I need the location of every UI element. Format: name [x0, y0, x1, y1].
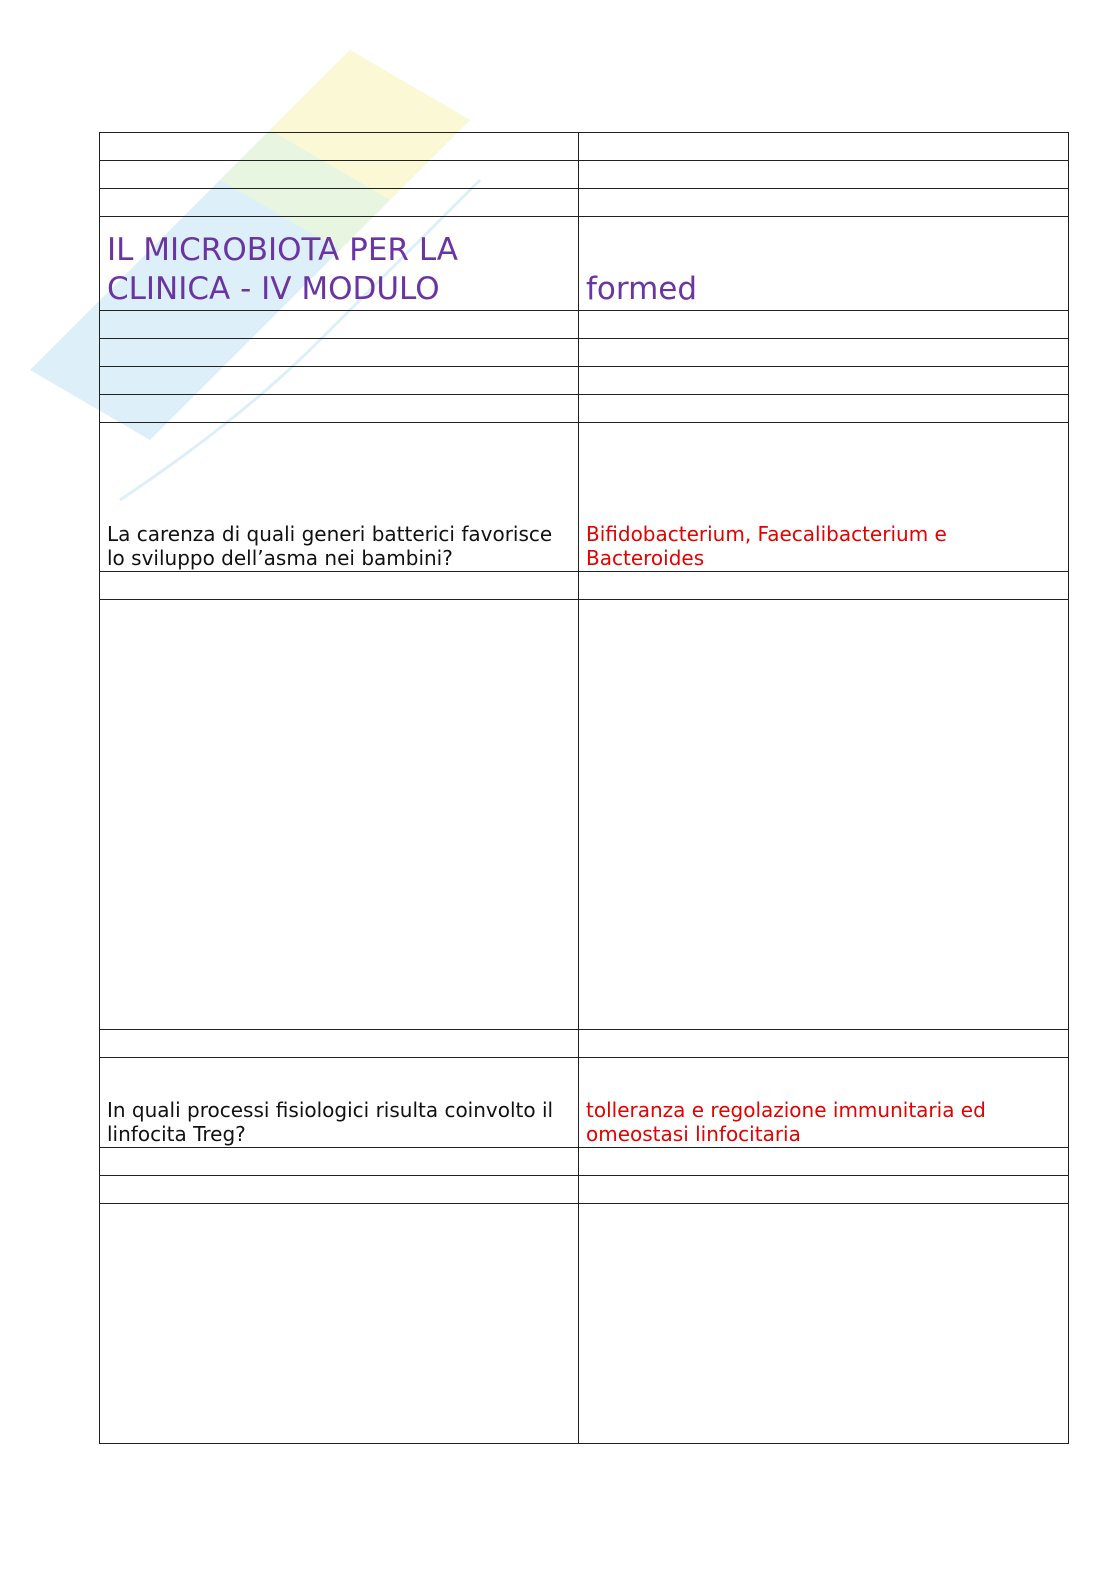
empty-row: [100, 1030, 1069, 1058]
answer-text: tolleranza e regolazione immunitaria ed omeostasi linfocitaria: [586, 1098, 986, 1146]
qa-row: [100, 1058, 1069, 1148]
empty-row: [100, 189, 1069, 217]
empty-row: [100, 161, 1069, 189]
empty-row: [100, 339, 1069, 367]
answer-cell: [579, 1058, 1069, 1148]
answer-text: Bifidobacterium, Faecalibacterium e Bacteroides: [586, 522, 947, 570]
title-row: [100, 217, 1069, 311]
empty-row: [100, 133, 1069, 161]
empty-row: [100, 572, 1069, 600]
qa-table: [99, 132, 1069, 1444]
document-title: IL MICROBIOTA PER LA CLINICA - IV MODULO: [107, 232, 459, 307]
empty-row: [100, 1148, 1069, 1176]
empty-row: [100, 367, 1069, 395]
question-text: In quali processi fisiologici risulta coinvolto il linfocita Treg?: [107, 1098, 554, 1146]
header-right-cell: [579, 217, 1069, 311]
answer-cell: [579, 423, 1069, 572]
empty-row: [100, 395, 1069, 423]
question-cell: [100, 1058, 579, 1148]
empty-row: [100, 311, 1069, 339]
document-title-cell: [100, 217, 579, 311]
question-text: La carenza di quali generi batterici favorisce lo sviluppo dell’asma nei bambini?: [107, 522, 553, 570]
question-cell: [100, 423, 579, 572]
header-right-text: formed: [586, 271, 698, 307]
empty-row: [100, 1204, 1069, 1444]
empty-row: [100, 600, 1069, 1030]
empty-row: [100, 1176, 1069, 1204]
qa-row: [100, 423, 1069, 572]
